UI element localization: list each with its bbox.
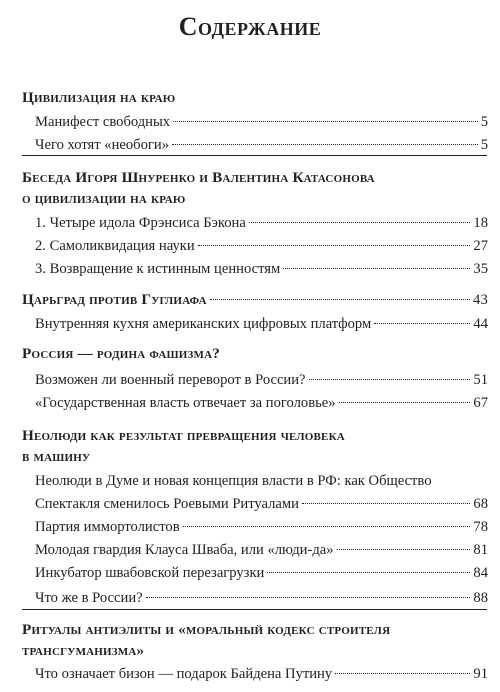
toc-entry[interactable] (35, 517, 488, 537)
entry-underline (22, 155, 487, 156)
toc-entry[interactable] (35, 370, 488, 390)
toc-entry[interactable] (35, 314, 488, 334)
page-number: 27 (473, 238, 488, 254)
dot-leader (374, 323, 470, 324)
entry-title: Инкубатор швабовской перезагрузки (35, 565, 265, 581)
entry-title: Молодая гвардия Клауса Шваба, или «люди-да» (35, 542, 334, 558)
page-number: 5 (480, 137, 488, 153)
entry-title-line2: Спектакля сменилось Роевыми Ритуалами (35, 496, 299, 512)
toc-entry[interactable] (35, 540, 488, 560)
entry-title: 1. Четыре идола Фрэнсиса Бэкона (35, 215, 246, 231)
dot-leader (283, 268, 470, 269)
toc-entry-multiline[interactable] (35, 471, 488, 514)
section-heading-line2: о цивилизации на краю (22, 190, 186, 207)
entry-title: «Государственная власть отвечает за поголовье» (35, 395, 336, 411)
page-number: 18 (473, 215, 488, 231)
dot-leader (210, 299, 470, 300)
section-heading: Ритуалы антиэлиты и «моральный кодекс строителя (22, 621, 391, 638)
toc-heading-entry[interactable] (22, 290, 488, 310)
toc-entry[interactable] (35, 213, 488, 233)
page-number: 44 (473, 316, 488, 332)
page-number: 67 (473, 395, 488, 411)
dot-leader (146, 597, 471, 598)
toc-entry[interactable] (35, 393, 488, 413)
entry-title: Манифест свободных (35, 114, 171, 130)
page-number: 78 (473, 519, 488, 535)
page-number: 43 (473, 292, 488, 308)
toc-entry[interactable] (35, 664, 488, 684)
dot-leader (335, 673, 470, 674)
dot-leader (267, 572, 470, 573)
page-number: 5 (480, 114, 488, 130)
entry-title: Партия иммортолистов (35, 519, 180, 535)
entry-title: Внутренняя кухня американских цифровых платформ (35, 316, 372, 332)
entry-title: 2. Самоликвидация науки (35, 238, 195, 254)
section-heading: Цивилизация на краю (22, 89, 176, 106)
toc-entry[interactable] (35, 236, 488, 256)
section-heading: Беседа Игоря Шнуренко и Валентина Катасонова (22, 169, 375, 186)
entry-title: Возможен ли военный переворот в России? (35, 372, 306, 388)
page-number: 51 (473, 372, 488, 388)
section-heading: Царьград против Гуглиафа (22, 291, 207, 308)
toc-entry[interactable] (35, 259, 488, 279)
toc-entry[interactable] (35, 112, 488, 132)
page-number: 84 (473, 565, 488, 581)
entry-title: Что же в России? (35, 590, 143, 606)
dot-leader (172, 144, 478, 145)
section-heading-line2: трансгуманизма» (22, 642, 145, 659)
dot-leader (302, 503, 470, 504)
entry-title-line1: Неолюди в Думе и новая концепция власти в РФ: как Общество (35, 473, 432, 489)
dot-leader (198, 245, 471, 246)
section-heading-line2: в машину (22, 448, 91, 465)
dot-leader (337, 549, 471, 550)
entry-title: 3. Возвращение к истинным ценностям (35, 261, 281, 277)
entry-title: Что означает бизон — подарок Байдена Путину (35, 666, 333, 682)
dot-leader (173, 121, 478, 122)
dot-leader (309, 379, 471, 380)
page-number: 88 (473, 590, 488, 606)
dot-leader (183, 526, 471, 527)
toc-entry[interactable] (35, 588, 488, 608)
entry-underline (22, 609, 487, 610)
section-heading: Неолюди как результат превращения человека (22, 427, 345, 444)
page-number: 81 (473, 542, 488, 558)
page-title: Содержание (178, 12, 322, 41)
page-number: 91 (473, 666, 488, 682)
toc-entry[interactable] (35, 135, 488, 155)
dot-leader (339, 402, 471, 403)
toc-entry[interactable] (35, 563, 488, 583)
dot-leader (249, 222, 471, 223)
page-number: 68 (473, 496, 488, 512)
section-heading: Россия — родина фашизма? (22, 345, 221, 362)
entry-title: Чего хотят «необоги» (35, 137, 169, 153)
page-number: 35 (473, 261, 488, 277)
